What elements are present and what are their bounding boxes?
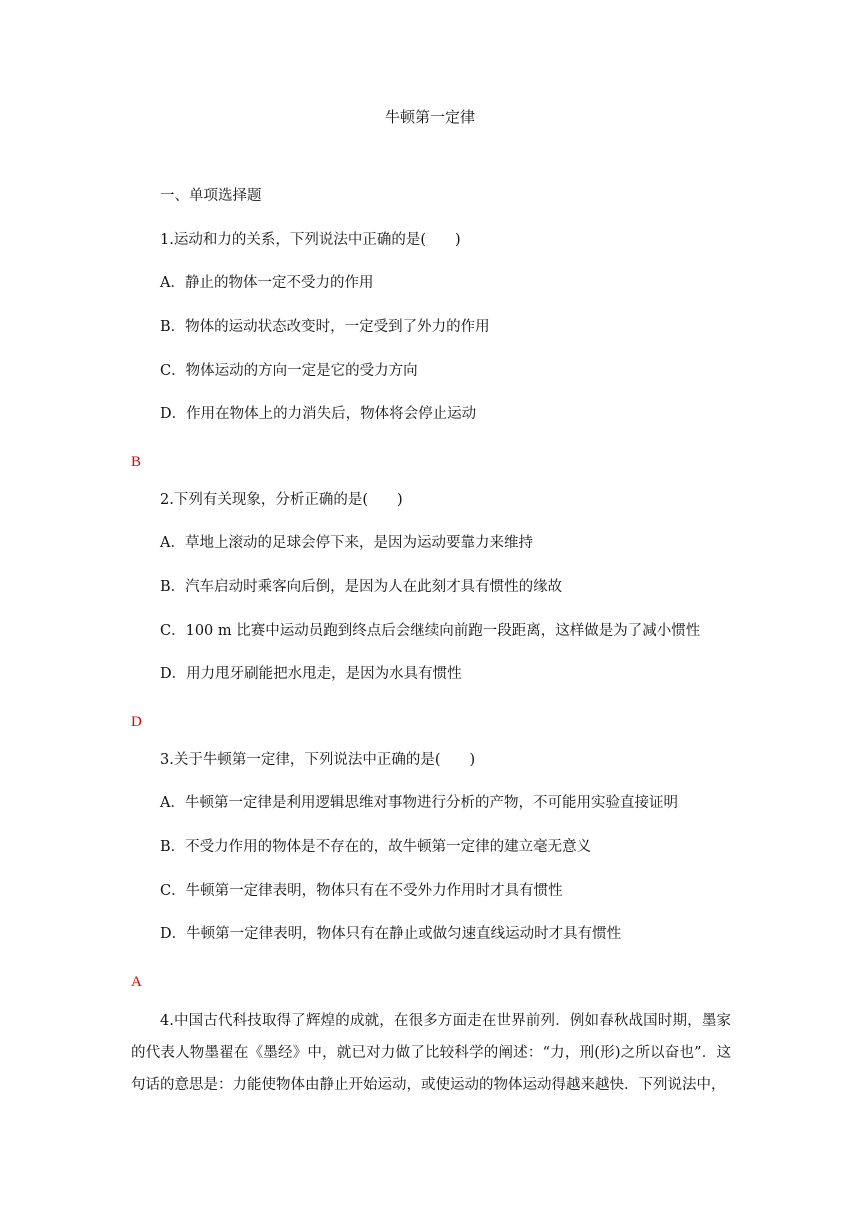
question-1-option-a: A．静止的物体一定不受力的作用 [160,275,374,291]
question-4-text: 4.中国古代科技取得了辉煌的成就，在很多方面走在世界前列．例如春秋战国时期，墨家的代表人物墨翟在《墨经》中，就已对力做了比较科学的阐述：“力，刑(形)之所以奋也”．这句话的意思是：力能使物体由静止开始运动，或使运动的物体运动得越来越快．下列说法中， [131,1013,731,1093]
question-2-option-d: D．用力甩牙刷能把水甩走，是因为水具有惯性 [160,666,462,682]
question-1-answer: B [131,454,142,470]
question-3-option-a: A．牛顿第一定律是利用逻辑思维对事物进行分析的产物，不可能用实验直接证明 [160,795,678,811]
question-3-option-d: D．牛顿第一定律表明，物体只有在静止或做匀速直线运动时才具有惯性 [160,926,622,942]
question-2-option-c: C．100 m 比赛中运动员跑到终点后会继续向前跑一段距离，这样做是为了减小惯性 [160,623,701,639]
question-2-option-b: B．汽车启动时乘客向后倒，是因为人在此刻才具有惯性的缘故 [160,579,563,595]
question-4-paragraph [131,1005,731,1101]
question-2-option-a: A．草地上滚动的足球会停下来，是因为运动要靠力来维持 [160,535,533,551]
question-1-stem: 1.运动和力的关系，下列说法中正确的是( ) [160,232,461,248]
question-3-option-b: B．不受力作用的物体是不存在的，故牛顿第一定律的建立毫无意义 [160,839,592,855]
question-1-option-c: C．物体运动的方向一定是它的受力方向 [160,363,418,379]
question-3-answer: A [131,974,142,990]
question-3-stem: 3.关于牛顿第一定律，下列说法中正确的是( ) [160,752,476,768]
question-2-stem: 2.下列有关现象，分析正确的是( ) [160,492,403,508]
question-1-option-d: D．作用在物体上的力消失后，物体将会停止运动 [160,406,477,422]
question-1-option-b: B．物体的运动状态改变时，一定受到了外力的作用 [160,319,490,335]
question-2-answer: D [131,714,142,730]
question-3-option-c: C．牛顿第一定律表明，物体只有在不受外力作用时才具有惯性 [160,883,563,899]
section-heading: 一、单项选择题 [160,188,262,204]
page-title: 牛顿第一定律 [384,108,475,126]
